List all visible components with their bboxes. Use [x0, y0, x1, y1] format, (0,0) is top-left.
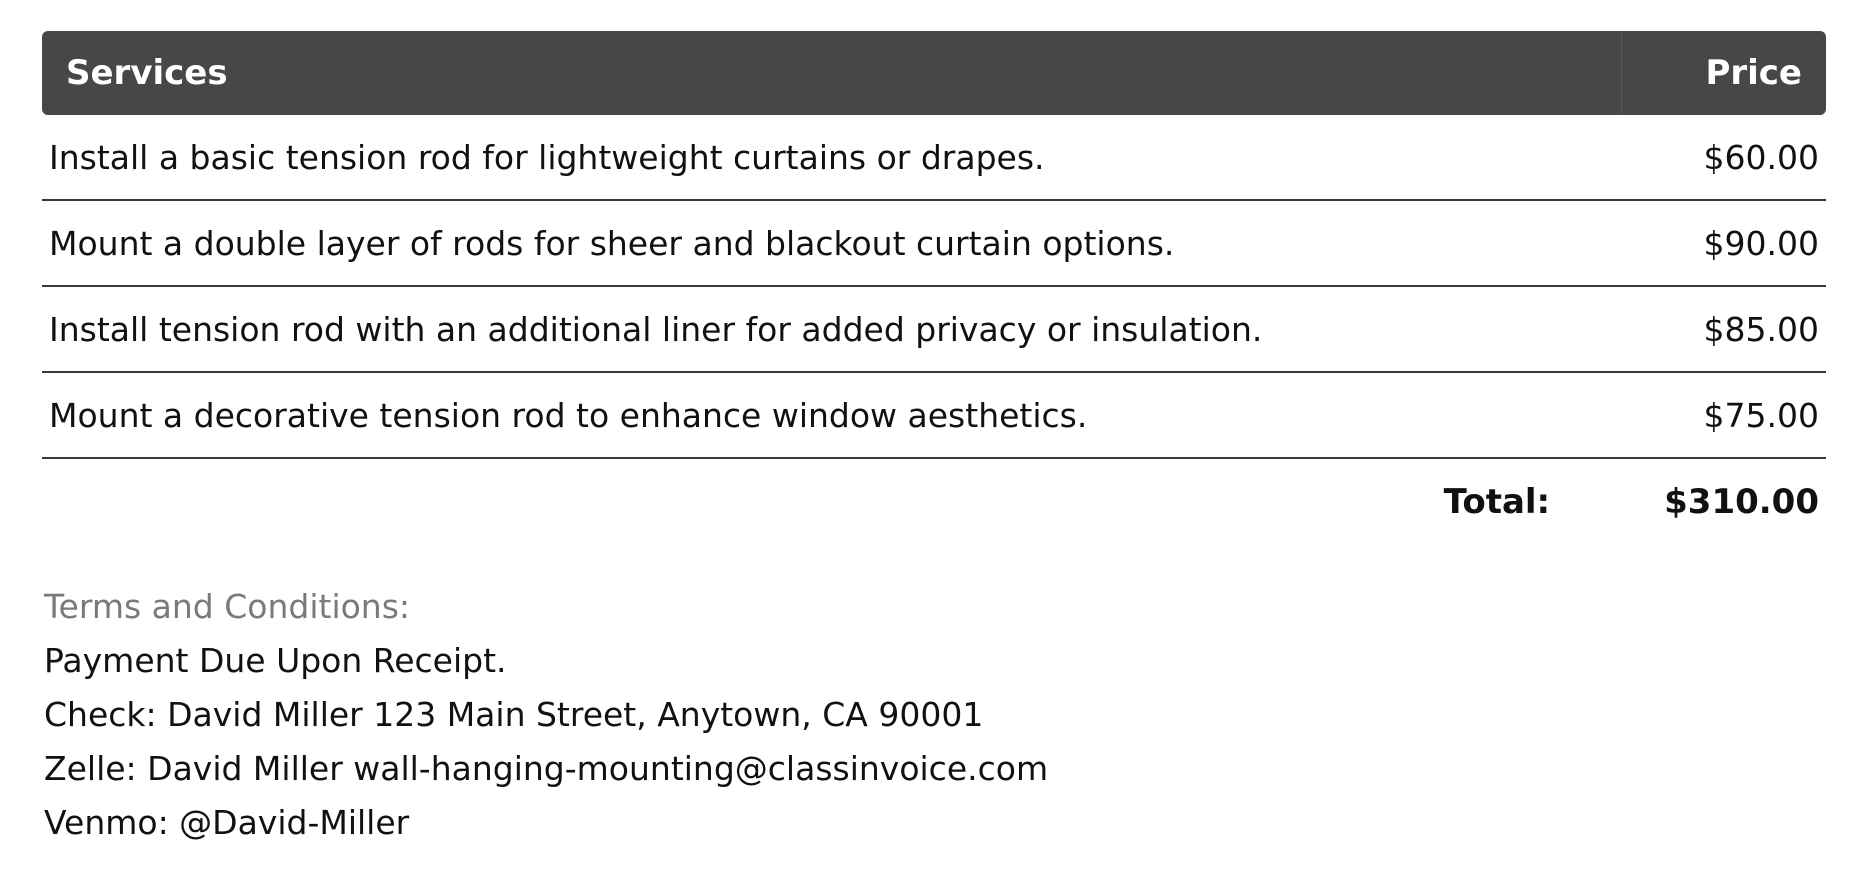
service-description: Install a basic tension rod for lightweight curtains or drapes. — [49, 137, 1045, 177]
service-description: Mount a decorative tension rod to enhance window aesthetics. — [49, 395, 1088, 435]
terms-line-check: Check: David Miller 123 Main Street, Anytown, CA 90001 — [44, 695, 984, 734]
terms-line-payment: Payment Due Upon Receipt. — [44, 641, 507, 680]
terms-heading: Terms and Conditions: — [44, 587, 411, 626]
table-row — [42, 115, 1826, 201]
table-header — [42, 31, 1826, 115]
terms-section — [44, 580, 1048, 850]
service-description: Install tension rod with an additional liner for added privacy or insulation. — [49, 309, 1263, 349]
services-table — [42, 31, 1826, 545]
table-row — [42, 287, 1826, 373]
terms-line-zelle: Zelle: David Miller wall-hanging-mounting@classinvoice.com — [44, 749, 1049, 788]
table-row — [42, 373, 1826, 459]
total-label: Total: — [1443, 482, 1551, 522]
total-row — [42, 459, 1826, 545]
service-price: $90.00 — [1703, 223, 1819, 263]
service-price: $85.00 — [1703, 309, 1819, 349]
service-price: $75.00 — [1703, 395, 1819, 435]
service-description: Mount a double layer of rods for sheer and blackout curtain options. — [49, 223, 1175, 263]
services-column-header: Services — [42, 31, 1622, 115]
total-value: $310.00 — [1664, 482, 1819, 522]
price-column-header: Price — [1705, 53, 1802, 93]
table-row — [42, 201, 1826, 287]
service-price: $60.00 — [1703, 137, 1819, 177]
terms-line-venmo: Venmo: @David-Miller — [44, 803, 410, 842]
